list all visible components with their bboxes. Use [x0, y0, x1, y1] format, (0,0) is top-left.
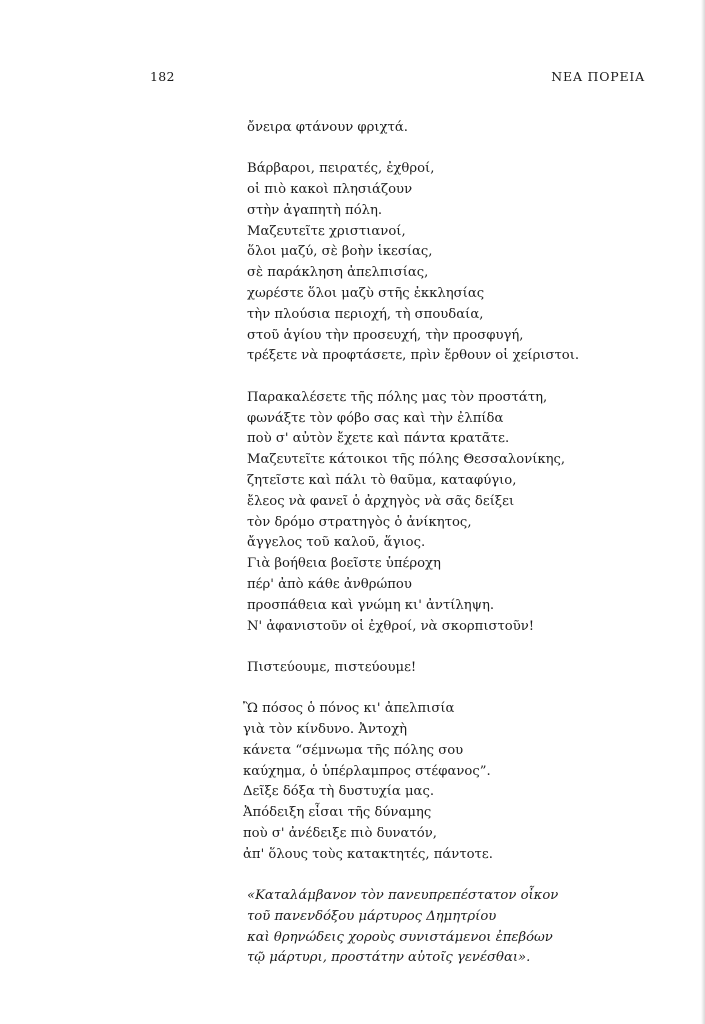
quote-line: τῷ μάρτυρι, προστάτην αὐτοῖς γενέσθαι». — [247, 950, 531, 966]
poem-line: Βάρβαροι, πειρατές, ἐχθροί, — [247, 161, 435, 177]
stanza-gap — [247, 139, 677, 160]
poem-line: Πιστεύουμε, πιστεύουμε! — [247, 659, 417, 675]
poem-line: στοῦ ἁγίου τὴν προσευχή, τὴν προσφυγή, — [247, 327, 524, 343]
poem-line: Παρακαλέσετε τῆς πόλης μας τὸν προστάτη, — [247, 389, 548, 405]
quote-line: «Καταλάμβανον τὸν πανευπρεπέστατον οἶκον — [247, 888, 559, 903]
poem-line: γιὰ τὸν κίνδυνο. Ἀντοχὴ — [243, 721, 407, 737]
poem-line: οἱ πιὸ κακοὶ πλησιάζουν — [247, 182, 413, 198]
stanza-2 — [247, 159, 677, 367]
poem-line: ποὺ σ' ἀνέδειξε πιὸ δυνατόν, — [243, 825, 437, 841]
poem-line: ἄγγελος τοῦ καλοῦ, ἅγιος. — [247, 535, 426, 551]
stanza-gap — [247, 866, 677, 887]
poem-line: καύχημα, ὁ ὑπέρλαμπρος στέφανος”. — [243, 763, 491, 779]
poem-line: ἀπ' ὅλους τοὺς κατακτητές, πάντοτε. — [243, 846, 493, 862]
poem-line: ἔλεος νὰ φανεῖ ὁ ἀρχηγὸς νὰ σᾶς δείξει — [247, 493, 515, 509]
poem-line: φωνάξτε τὸν φόβο σας καὶ τὴν ἐλπίδα — [247, 410, 504, 426]
running-head: ΝΕΑ ΠΟΡΕΙΑ — [551, 69, 645, 84]
stanza-gap — [247, 679, 677, 700]
poem-line: Ὢ πόσος ὁ πόνος κι' ἀπελπισία — [243, 701, 455, 717]
stanza-1 — [247, 118, 677, 139]
poem-line: τρέξετε νὰ προφτάσετε, πρὶν ἔρθουν οἱ χείριστοι. — [247, 348, 580, 364]
poem-line: Γιὰ βοήθεια βοεῖστε ὑπέροχη — [247, 556, 441, 572]
poem-line: χωρέστε ὅλοι μαζὺ στῆς ἐκκλησίας — [247, 286, 485, 302]
poem-body — [243, 118, 677, 969]
poem-line: τὸν δρόμο στρατηγὸς ὁ ἀνίκητος, — [247, 514, 472, 530]
page-number: 182 — [150, 69, 175, 84]
page-edge-shadow — [701, 0, 705, 1024]
poem-line: στὴν ἀγαπητὴ πόλη. — [247, 202, 383, 218]
poem-line: Μαζευτεῖτε κάτοικοι τῆς πόλης Θεσσαλονίκης, — [247, 452, 566, 468]
poem-line: ὄνειρα φτάνουν φριχτά. — [247, 120, 408, 135]
poem-line: κάνετα “σέμνωμα τῆς πόλης σου — [243, 742, 464, 758]
poem-line: σὲ παράκληση ἀπελπισίας, — [247, 265, 429, 281]
poem-line: ζητεῖστε καὶ πάλι τὸ θαῦμα, καταφύγιο, — [247, 472, 517, 488]
poem-line: ποὺ σ' αὐτὸν ἔχετε καὶ πάντα κρατᾶτε. — [247, 431, 510, 447]
stanza-gap — [247, 367, 677, 388]
poem-line: Ἀπόδειξη εἶσαι τῆς δύναμης — [243, 805, 432, 821]
poem-line: ὅλοι μαζύ, σὲ βοὴν ἱκεσίας, — [247, 244, 433, 260]
quoted-passage — [247, 886, 677, 969]
poem-line: τὴν πλούσια περιοχή, τὴ σπουδαία, — [247, 306, 484, 322]
quote-line: καὶ θρηνώδεις χοροὺς συνιστάμενοι ἐπεβόων — [247, 929, 553, 945]
stanza-3 — [247, 388, 677, 638]
stanza-4 — [247, 658, 677, 679]
poem-line: πέρ' ἀπὸ κάθε ἀνθρώπου — [247, 576, 412, 592]
stanza-gap — [247, 637, 677, 658]
poem-line: Δεῖξε δόξα τὴ δυστυχία μας. — [243, 784, 435, 800]
stanza-5 — [243, 699, 677, 865]
poem-line: Μαζευτεῖτε χριστιανοί, — [247, 223, 406, 239]
poem-line: προσπάθεια καὶ γνώμη κι' ἀντίληψη. — [247, 597, 495, 613]
quote-line: τοῦ πανενδόξου μάρτυρος Δημητρίου — [247, 908, 497, 924]
poem-line: Ν' ἀφανιστοῦν οἱ ἐχθροί, νὰ σκορπιστοῦν! — [247, 618, 535, 634]
